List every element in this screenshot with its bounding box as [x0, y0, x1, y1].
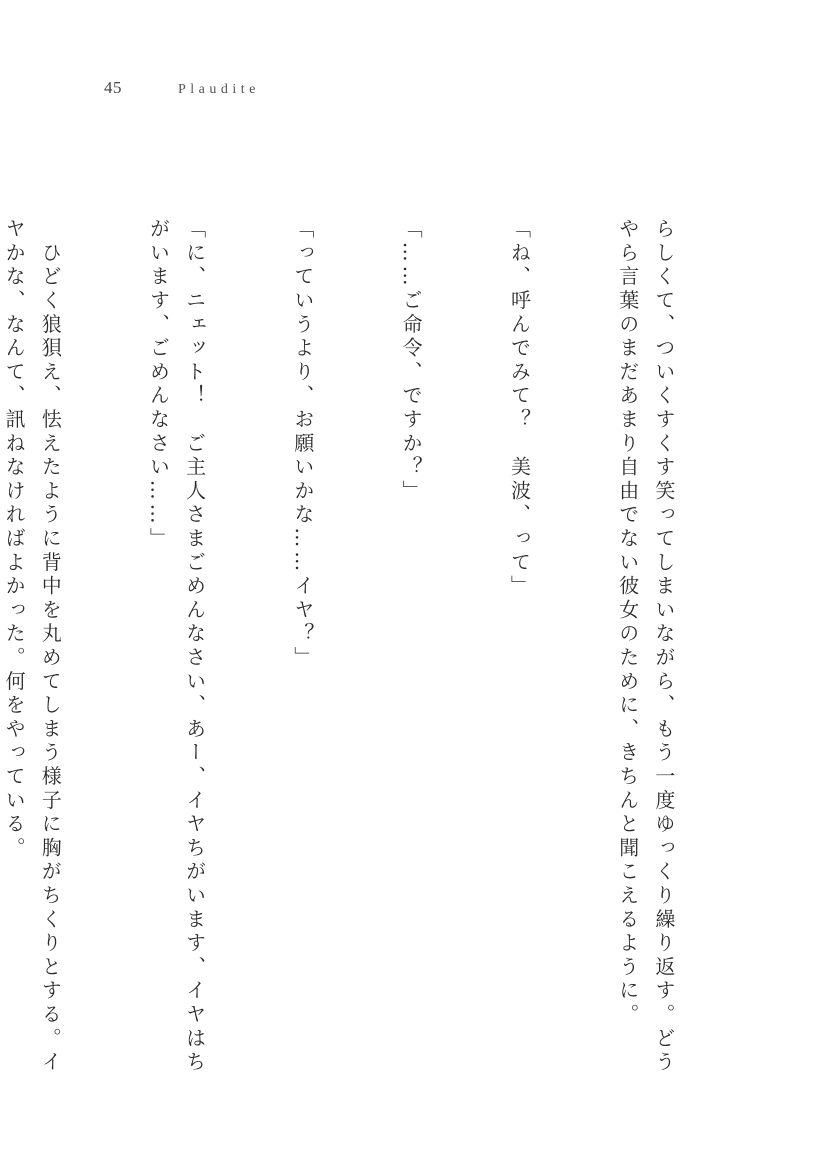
- page-header: [104, 78, 260, 100]
- dialogue-line: 「ね、呼んでみて？ 美波、って」: [507, 218, 532, 599]
- dialogue-line: 「っていうより、お願いかな……イヤ？」: [290, 218, 315, 671]
- dialogue-line: 「……ご命令、ですか？」: [399, 218, 424, 504]
- running-title: Plaudite: [178, 82, 260, 97]
- page-number: 45: [104, 78, 122, 97]
- paragraph: らしくて、ついくすくす笑ってしまいながら、もう一度ゆっくり繰り返す。どうやら言葉のまだあまり自由でない彼女のために、きちんと聞こえるように。: [615, 218, 676, 1075]
- body-text: [0, 218, 754, 1098]
- dialogue-line: 「に、ニェット！ ご主人さまごめんなさい、あー、イヤちがいます、イヤはちがいます、ごめんなさい……」: [146, 218, 207, 1075]
- paragraph: ひどく狼狽え、怯えたように背中を丸めてしまう様子に胸がちくりとする。イヤかな、なんて、訊ねなければよかった。何をやっている。: [2, 218, 63, 1075]
